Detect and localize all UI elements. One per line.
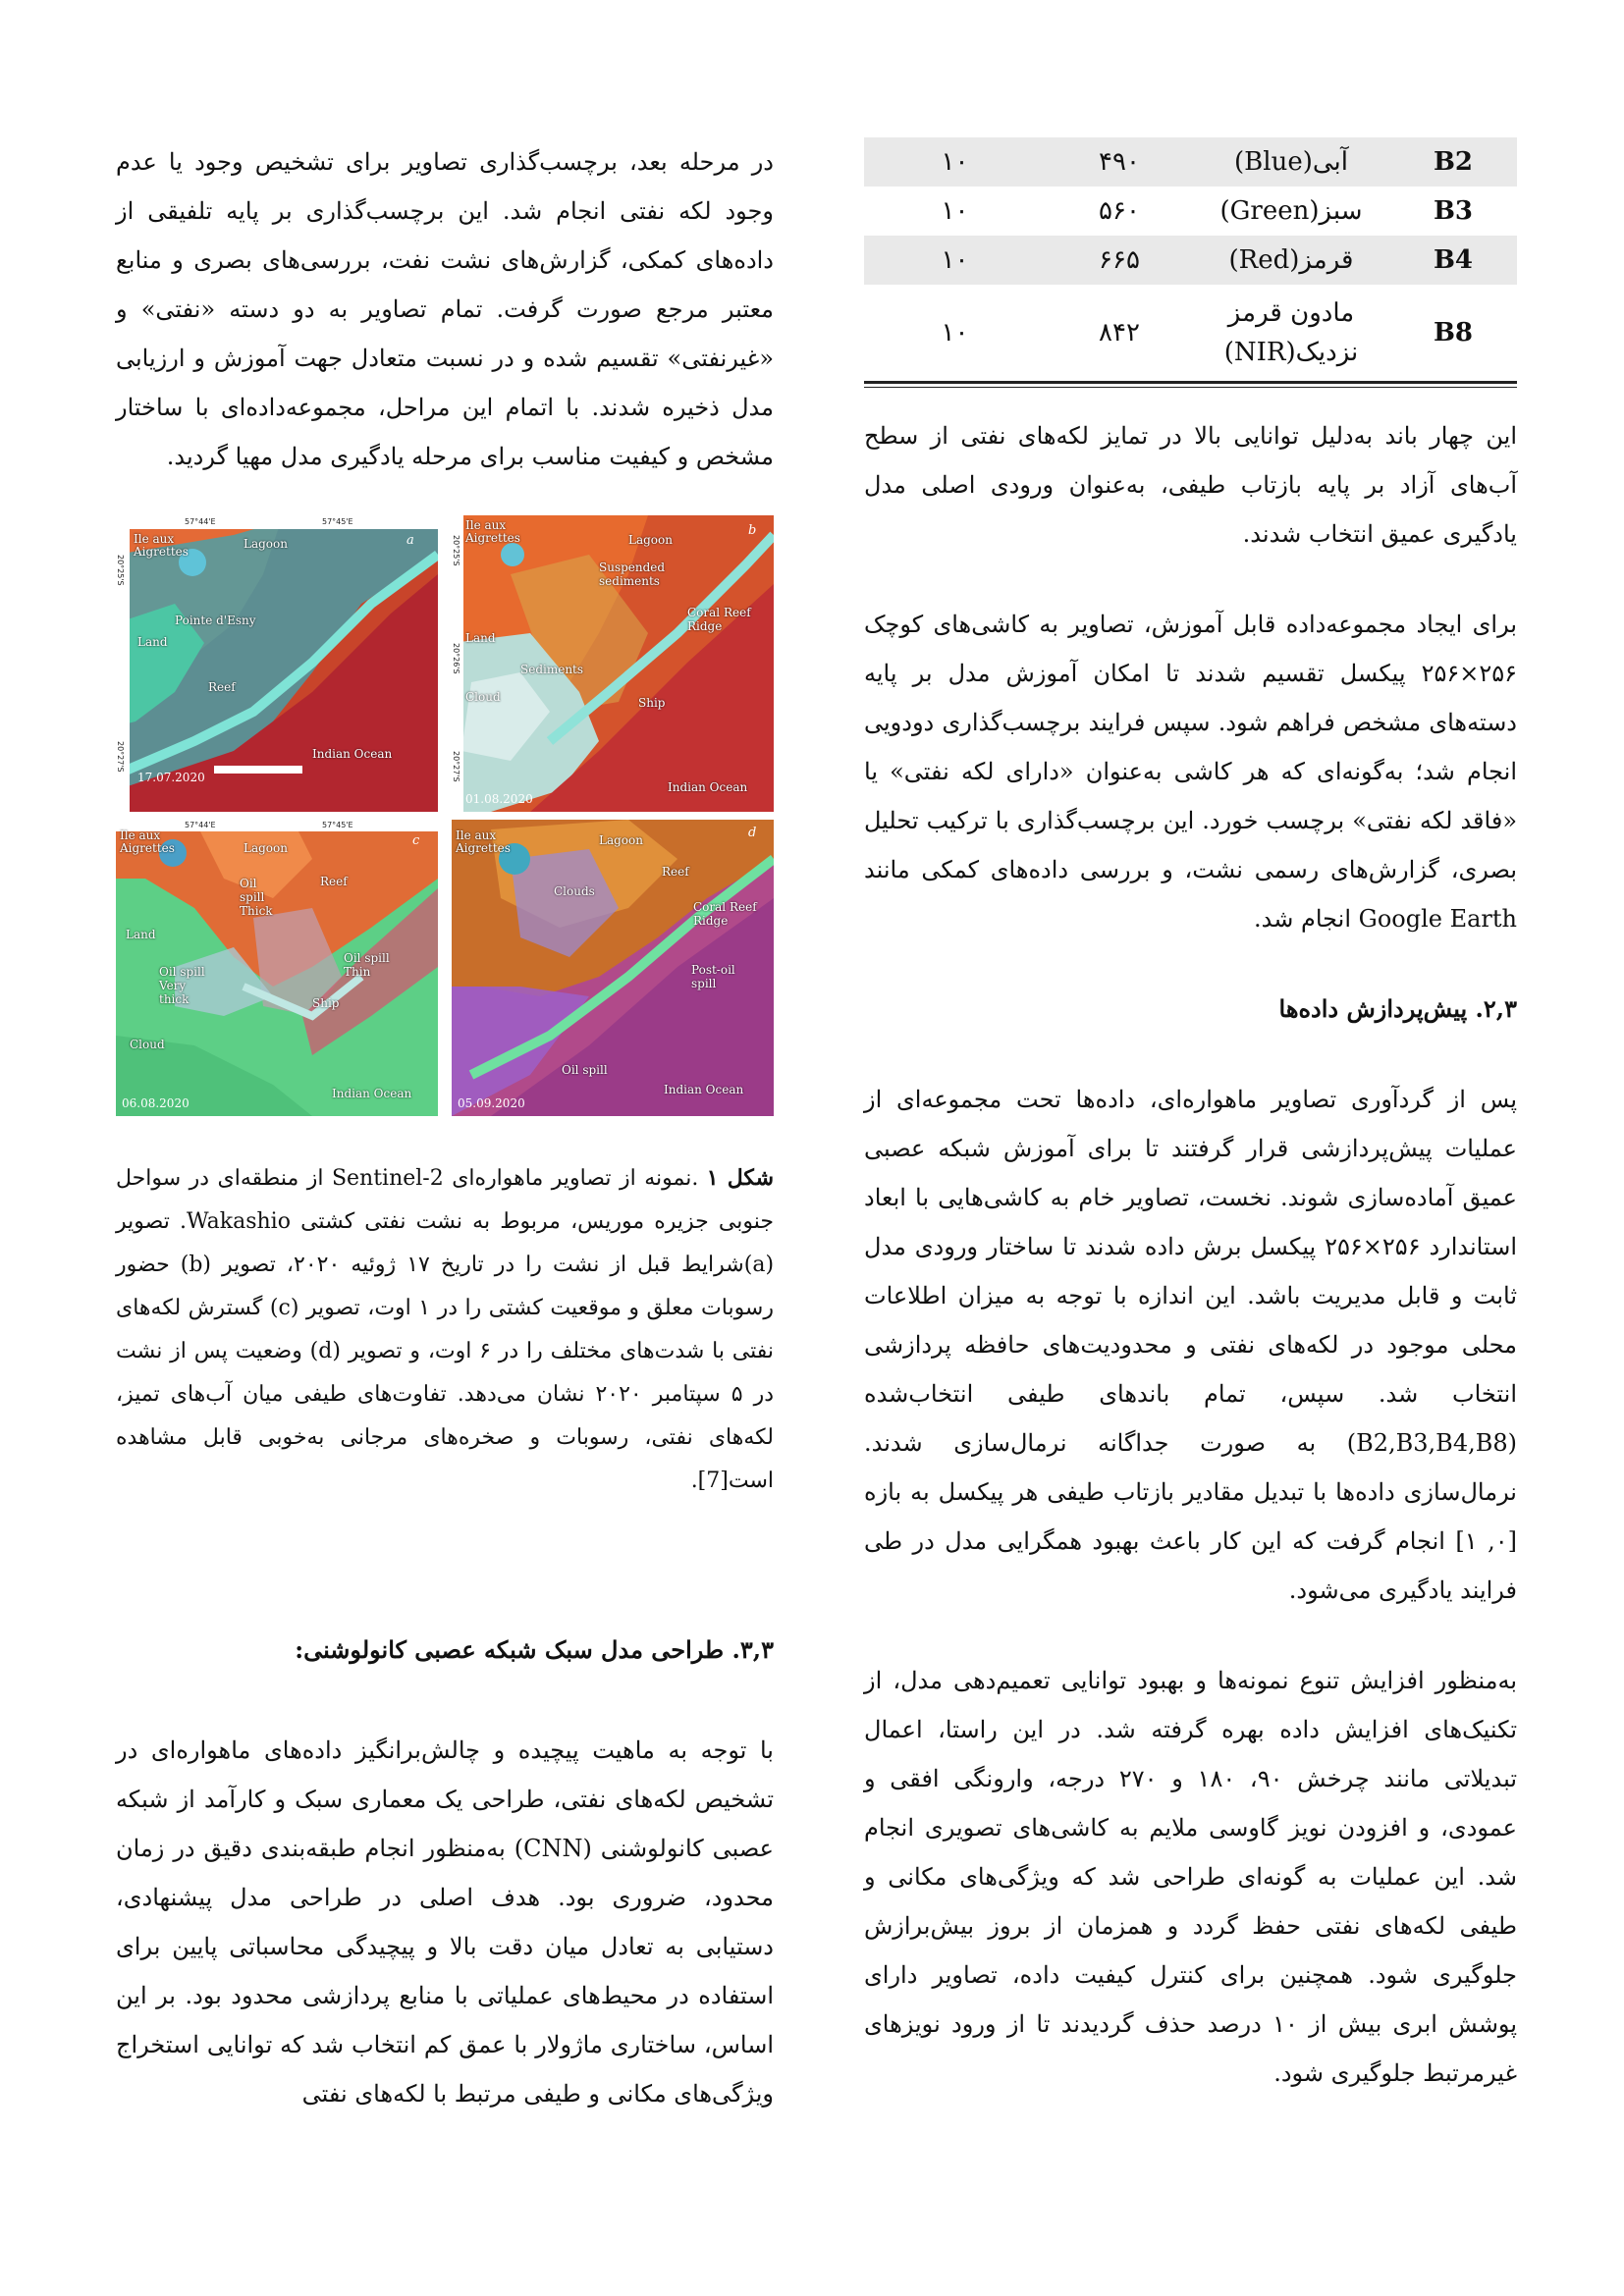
map-label: Reef xyxy=(208,680,236,694)
left-column-top xyxy=(116,137,774,481)
caption-label: شکل ۱ xyxy=(706,1165,775,1191)
paragraph: در مرحله بعد، برچسب‌گذاری تصاویر برای تشخیص وجود یا عدم وجود لکه نفتی انجام شد. این برچسب‌گذاری بر پایه تلفیقی از داده‌های کمکی، گزارش‌های نشت نفت، بررسی‌های بصری و منابع معتبر مرجع صورت گرفت. تمام تصاویر به دو دسته «نفتی» و «غیرنفتی» تقسیم شده و در نسبت متعادل جهت آموزش و ارزیابی مدل ذخیره شدند. با اتمام این مراحل، مجموعه‌داده‌ای با ساختار مشخص و کیفیت مناسب برای مرحله یادگیری مدل مهیا گردید. xyxy=(116,148,774,470)
map-label: Lagoon xyxy=(244,841,288,855)
band-resolution: ۱۰ xyxy=(864,187,1046,236)
band-name: سبز(Green) xyxy=(1193,187,1389,236)
map-label: Cloud xyxy=(130,1038,165,1051)
map-label: Indian Ocean xyxy=(668,780,748,794)
coord-label: 57°45'E xyxy=(322,517,353,526)
panel-date: 05.09.2020 xyxy=(458,1096,525,1110)
band-name xyxy=(1193,285,1389,381)
map-label: Ile aux Aigrettes xyxy=(120,828,175,855)
band-name-line: مادون قرمز xyxy=(1227,298,1355,328)
paragraph: پس از گردآوری تصاویر ماهواره‌ای، داده‌ها تحت مجموعه‌ای از عملیات پیش‌پردازشی قرار گرفتند تا برای آموزش شبکه عصبی عمیق آماده‌سازی شوند. نخست، تصاویر خام به کاشی‌هایی با ابعاد استاندارد ۲۵۶×۲۵۶ پیکسل برش داده شدند تا ساختار ورودی مدل ثابت و قابل مدیریت باشد. این اندازه با توجه به میزان اطلاعات محلی موجود در لکه‌های نفتی و محدودیت‌های حافظه پردازشی انتخاب شد. سپس، تمام باندهای طیفی انتخاب‌شده (B2,B3,B4,B8) به صورت جداگانه نرمال‌سازی شدند. نرمال‌سازی داده‌ها با تبدیل مقادیر بازتاب طیفی هر پیکسل به بازه [۰, ۱] انجام گرفت که این کار باعث بهبود همگرایی مدل در طی فرایند یادگیری می‌شود. xyxy=(864,1086,1518,1604)
panel-date: 01.08.2020 xyxy=(465,792,533,806)
coord-label: 20°26'S xyxy=(452,643,460,674)
band-wavelength: ۵۶۰ xyxy=(1046,187,1193,236)
paragraph: این چهار باند به‌دلیل توانایی بالا در تمایز لکه‌های نفتی از سطح آب‌های آزاد بر پایه بازتاب طیفی، به‌عنوان ورودی اصلی مدل یادگیری عمیق انتخاب شدند. xyxy=(864,422,1517,548)
map-label: Oil spill Thick xyxy=(240,877,273,918)
figure-panel-b xyxy=(452,515,774,812)
map-label: Lagoon xyxy=(244,537,288,551)
map-label: Lagoon xyxy=(599,833,643,847)
panel-letter: b xyxy=(748,523,757,538)
map-label: Sediments xyxy=(520,663,584,676)
map-label: Cloud xyxy=(465,690,501,704)
band-wavelength: ۶۶۵ xyxy=(1046,236,1193,285)
left-column-lower xyxy=(116,1626,774,2118)
coord-label: 20°25'S xyxy=(116,555,125,586)
map-label: Reef xyxy=(662,865,689,879)
map-label: Land xyxy=(137,635,168,649)
band-name: قرمز(Red) xyxy=(1193,236,1389,285)
band-code: B4 xyxy=(1389,236,1517,285)
band-code: B3 xyxy=(1389,187,1517,236)
band-resolution: ۱۰ xyxy=(864,236,1046,285)
band-resolution: ۱۰ xyxy=(864,285,1046,381)
map-label: Ile aux Aigrettes xyxy=(134,532,189,559)
map-label: Oil spill Thin xyxy=(344,951,390,979)
map-label: Clouds xyxy=(554,884,595,898)
table-row xyxy=(864,187,1517,236)
map-label: Ile aux Aigrettes xyxy=(465,518,520,545)
map-label: Indian Ocean xyxy=(312,747,393,761)
map-label: Coral Reef Ridge xyxy=(693,900,757,928)
satellite-figure xyxy=(116,515,774,1116)
coord-label: 57°45'E xyxy=(322,821,353,829)
map-label: Oil spill Very thick xyxy=(159,965,205,1006)
band-code: B2 xyxy=(1389,137,1517,187)
paragraph: برای ایجاد مجموعه‌داده قابل آموزش، تصاویر به کاشی‌های کوچک ۲۵۶×۲۵۶ پیکسل تقسیم شدند تا امکان آموزش مدل بر پایه دسته‌های مشخص فراهم شود. سپس فرایند برچسب‌گذاری دودویی انجام شد؛ به‌گونه‌ای که هر کاشی به‌عنوان «دارای لکه نفتی» یا «فاقد لکه نفتی» برچسب خورد. این برچسب‌گذاری با ترکیب تحلیل بصری، گزارش‌های رسمی نشت، و بررسی داده‌های کمکی مانند Google Earth انجام شد. xyxy=(864,611,1518,933)
table-row xyxy=(864,137,1517,187)
bands-table xyxy=(864,137,1517,381)
coord-label: 20°27'S xyxy=(116,741,125,773)
map-label: Ile aux Aigrettes xyxy=(456,828,511,855)
panel-letter: a xyxy=(406,533,414,548)
band-code: B8 xyxy=(1389,285,1517,381)
section-heading: ۲,۳. پیش‌پردازش داده‌ها xyxy=(1278,994,1517,1023)
map-label: Ship xyxy=(312,996,340,1010)
section-heading: ۳,۳. طراحی مدل سبک شبکه عصبی کانولوشنی: xyxy=(295,1635,774,1664)
map-label: Pointe d'Esny xyxy=(175,614,256,627)
map-label: Indian Ocean xyxy=(332,1087,412,1100)
band-wavelength: ۸۴۲ xyxy=(1046,285,1193,381)
map-label: Lagoon xyxy=(628,533,673,547)
paragraph: با توجه به ماهیت پیچیده و چالش‌برانگیز داده‌های ماهواره‌ای در تشخیص لکه‌های نفتی، طراحی یک معماری سبک و کارآمد از شبکه عصبی کانولوشنی (CNN) به‌منظور انجام طبقه‌بندی دقیق در زمان محدود، ضروری بود. هدف اصلی در طراحی مدل پیشنهادی، دستیابی به تعادل میان دقت بالا و پیچیدگی محاسباتی پایین برای استفاده در محیط‌های عملیاتی با منابع پردازشی محدود بود. بر این اساس، ساختاری ماژولار با عمق کم انتخاب شد که توانایی استخراج ویژگی‌های مکانی و طیفی مرتبط با لکه‌های نفتی xyxy=(116,1736,774,2108)
coord-label: 20°25'S xyxy=(452,535,460,566)
map-label: Ship xyxy=(638,696,666,710)
figure-panel-d xyxy=(452,820,774,1116)
map-label: Post-oil spill xyxy=(691,963,735,990)
panel-a-image xyxy=(116,515,438,812)
band-resolution: ۱۰ xyxy=(864,137,1046,187)
map-label: Oil spill xyxy=(562,1063,608,1077)
coord-label: 57°44'E xyxy=(185,517,216,526)
table-row xyxy=(864,236,1517,285)
panel-letter: c xyxy=(412,833,420,848)
caption-text: .نمونه از تصاویر ماهواره‌ای Sentinel-2 از منطقه‌ای در سواحل جنوبی جزیره موریس، مربوط به نشت نفتی کشتی Wakashio. تصویر (a)شرایط قبل از نشت را در تاریخ ۱۷ ژوئیه ۲۰۲۰، تصویر (b) حضور رسوبات معلق و موقعیت کشتی را در ۱ اوت، تصویر (c) گسترش لکه‌های نفتی با شدت‌های مختلف را در ۶ اوت، و تصویر (d) وضعیت پس از نشت در ۵ سپتامبر ۲۰۲۰ نشان می‌دهد. تفاوت‌های طیفی میان آب‌های تمیز، لکه‌های نفتی، رسوبات و صخره‌های مرجانی به‌خوبی قابل مشاهده است[7]. xyxy=(116,1166,775,1493)
band-name: آبی(Blue) xyxy=(1193,137,1389,187)
band-wavelength: ۴۹۰ xyxy=(1046,137,1193,187)
map-label: Land xyxy=(126,928,156,941)
figure-panel-a xyxy=(116,515,438,812)
map-label: Suspended sediments xyxy=(599,561,666,588)
map-label: Coral Reef Ridge xyxy=(687,606,751,633)
right-column xyxy=(864,137,1517,2098)
panel-date: 17.07.2020 xyxy=(137,771,205,784)
panel-date: 06.08.2020 xyxy=(122,1096,189,1110)
figure-panel-c xyxy=(116,820,438,1116)
map-label: Land xyxy=(465,631,496,645)
paragraph: به‌منظور افزایش تنوع نمونه‌ها و بهبود توانایی تعمیم‌دهی مدل، از تکنیک‌های افزایش داده بهره گرفته شد. در این راستا، اعمال تبدیلاتی مانند چرخش ۹۰، ۱۸۰ و ۲۷۰ درجه، وارونگی افقی و عمودی، و افزودن نویز گاوسی ملایم به کاشی‌های تصویری انجام شد. این عملیات به گونه‌ای طراحی شد که ویژگی‌های مکانی و طیفی لکه‌های نفتی حفظ گردد و همزمان از بروز بیش‌برازش جلوگیری شود. همچنین برای کنترل کیفیت داده، تصاویر دارای پوشش ابری بیش از ۱۰ درصد حذف گردیدند تا از ورود نویزهای غیرمرتبط جلوگیری شود. xyxy=(864,1667,1518,2087)
band-name-line: نزدیک(NIR) xyxy=(1223,338,1359,367)
coord-label: 57°44'E xyxy=(185,821,216,829)
panel-letter: d xyxy=(748,826,757,840)
map-label: Reef xyxy=(320,875,348,888)
figure-caption xyxy=(116,1156,774,1503)
map-label: Indian Ocean xyxy=(664,1083,744,1096)
coord-label: 20°27'S xyxy=(452,751,460,782)
table-row xyxy=(864,285,1517,381)
bands-table-wrap xyxy=(864,137,1517,388)
